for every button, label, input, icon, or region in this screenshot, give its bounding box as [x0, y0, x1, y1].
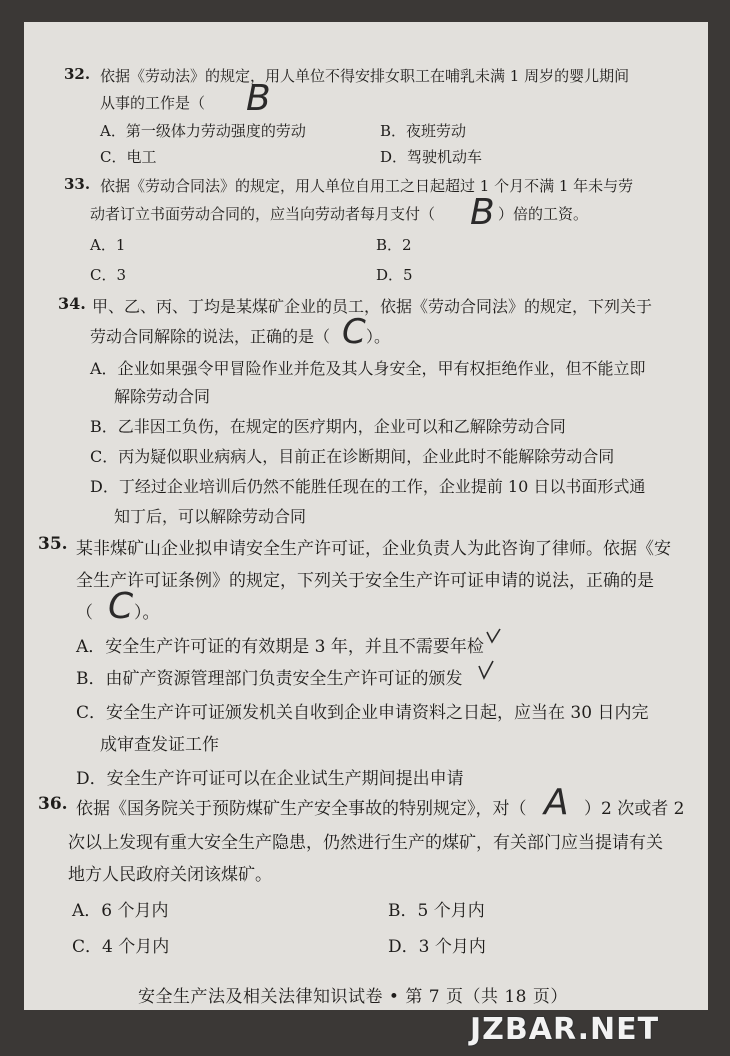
option-b: B．乙非因工负伤，在规定的医疗期内，企业可以和乙解除劳动合同	[90, 417, 566, 436]
option-c: C．丙为疑似职业病病人，目前正在诊断期间，企业此时不能解除劳动合同	[90, 447, 615, 466]
option-d: D．安全生产许可证可以在企业试生产期间提出申请	[76, 769, 464, 789]
question-stem-line: 甲、乙、丙、丁均是某煤矿企业的员工，依据《劳动合同法》的规定，下列关于	[92, 297, 653, 316]
option-d-continued: 知丁后，可以解除劳动合同	[114, 507, 307, 526]
question-stem-line: 动者订立书面劳动合同的，应当向劳动者每月支付（	[90, 205, 436, 223]
question-stem-line: ）。	[366, 327, 391, 346]
question-stem-line: 从事的工作是（	[100, 94, 206, 112]
question-stem-line: 全生产许可证条例》的规定，下列关于安全生产许可证申请的说法，正确的是	[76, 571, 654, 591]
handwritten-answer: A	[544, 782, 569, 823]
tick-mark-icon	[476, 658, 496, 684]
question-stem-line: （	[76, 603, 93, 623]
question-stem-line: ）倍的工资。	[498, 205, 589, 223]
option-a: A．1	[90, 236, 126, 254]
option-d: D．驾驶机动车	[380, 148, 483, 166]
option-d: D．5	[376, 266, 413, 284]
question-stem-line: 地方人民政府关闭该煤矿。	[68, 865, 272, 885]
watermark: JZBAR.NET	[470, 1012, 660, 1047]
question-number: 36.	[38, 794, 68, 814]
question-stem-line: 依据《国务院关于预防煤矿生产安全事故的特别规定》，对（	[76, 799, 527, 819]
option-c-continued: 成审查发证工作	[100, 735, 219, 755]
question-stem-line: 次以上发现有重大安全生产隐患，仍然进行生产的煤矿，有关部门应当提请有关	[68, 833, 663, 853]
question-stem-line: 劳动合同解除的说法，正确的是（	[90, 327, 331, 346]
option-c: C．电工	[100, 148, 157, 166]
question-stem-line: 依据《劳动法》的规定，用人单位不得安排女职工在哺乳未满 1 周岁的婴儿期间	[100, 67, 630, 85]
handwritten-answer: C	[342, 312, 366, 352]
tick-mark-icon	[484, 626, 504, 650]
option-b: B．2	[376, 236, 412, 254]
option-a: A．第一级体力劳动强度的劳动	[100, 122, 306, 140]
option-c: C．安全生产许可证颁发机关自收到企业申请资料之日起，应当在 30 日内完	[76, 703, 649, 723]
option-d: D．丁经过企业培训后仍然不能胜任现在的工作，企业提前 10 日以书面形式通	[90, 477, 646, 496]
handwritten-answer: C	[108, 586, 134, 627]
question-stem-line: ）2 次或者 2	[584, 799, 685, 819]
option-a: A．企业如果强令甲冒险作业并危及其人身安全，甲有权拒绝作业，但不能立即	[90, 359, 646, 378]
question-number: 33.	[64, 175, 91, 193]
question-number: 32.	[64, 65, 91, 83]
question-number: 34.	[58, 294, 86, 313]
question-stem-line: ）。	[134, 603, 160, 623]
question-number: 35.	[38, 534, 68, 554]
option-a: A．6 个月内	[72, 901, 169, 921]
option-a: A．安全生产许可证的有效期是 3 年，并且不需要年检	[76, 637, 484, 657]
option-d: D．3 个月内	[388, 937, 486, 957]
option-c: C．3	[90, 266, 127, 284]
question-stem-line: 依据《劳动合同法》的规定，用人单位自用工之日起超过 1 个月不满 1 年未与劳	[100, 177, 634, 195]
handwritten-answer: B	[470, 192, 495, 233]
exam-page	[24, 22, 708, 1010]
page-footer: 安全生产法及相关法律知识试卷 • 第 7 页（共 18 页）	[138, 987, 568, 1007]
option-b: B．5 个月内	[388, 901, 485, 921]
option-b: B．夜班劳动	[380, 122, 467, 140]
option-b: B．由矿产资源管理部门负责安全生产许可证的颁发	[76, 669, 463, 689]
question-stem-line: 某非煤矿山企业拟申请安全生产许可证，企业负责人为此咨询了律师。依据《安	[76, 539, 671, 559]
option-c: C．4 个月内	[72, 937, 170, 957]
option-a-continued: 解除劳动合同	[114, 387, 211, 406]
handwritten-answer: B	[246, 78, 271, 119]
